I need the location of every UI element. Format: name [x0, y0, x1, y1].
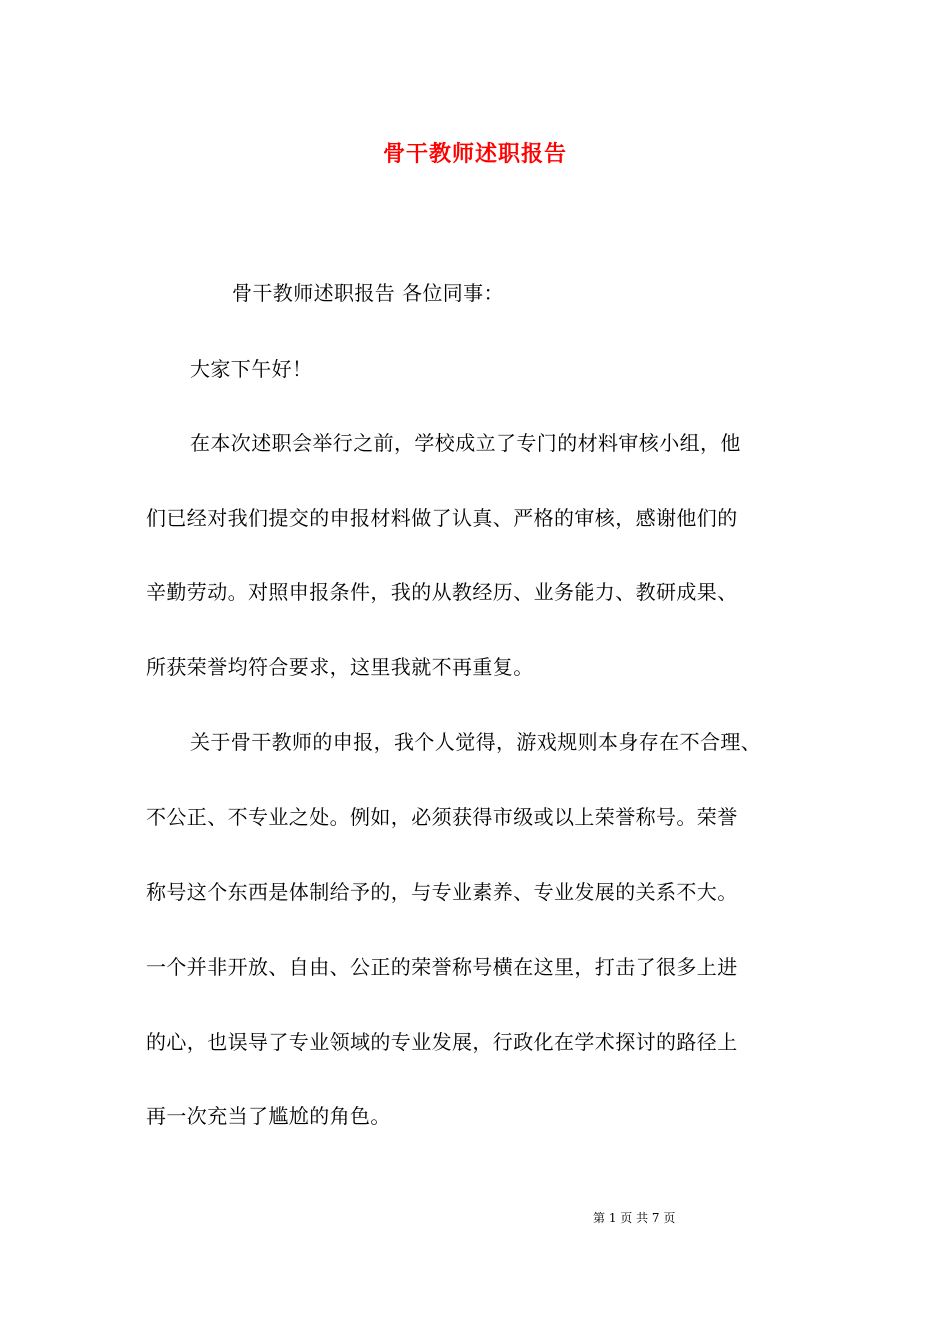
text-line: 再一次充当了尴尬的角色。 [146, 1104, 391, 1128]
text-line: 关于骨干教师的申报，我个人觉得，游戏规则本身存在不合理、 [190, 730, 762, 754]
document-title: 骨干教师述职报告 [382, 141, 567, 167]
text-line: 不公正、不专业之处。例如，必须获得市级或以上荣誉称号。荣誉 [146, 805, 738, 829]
text-line: 们已经对我们提交的申报材料做了认真、严格的审核，感谢他们的 [146, 506, 738, 530]
page-number: 第 1 页 共 7 页 [593, 1211, 676, 1225]
text-line: 称号这个东西是体制给予的，与专业素养、专业发展的关系不大。 [146, 880, 738, 904]
text-line: 大家下午好！ [190, 357, 313, 381]
text-line: 在本次述职会举行之前，学校成立了专门的材料审核小组，他 [190, 431, 741, 455]
text-line: 辛勤劳动。对照申报条件，我的从教经历、业务能力、教研成果、 [146, 580, 738, 604]
text-line: 一个并非开放、自由、公正的荣誉称号横在这里，打击了很多上进 [146, 955, 738, 979]
text-line: 骨干教师述职报告 各位同事： [232, 281, 504, 305]
text-line: 的心，也误导了专业领域的专业发展，行政化在学术探讨的路径上 [146, 1030, 738, 1054]
text-line: 所获荣誉均符合要求，这里我就不再重复。 [146, 655, 534, 679]
